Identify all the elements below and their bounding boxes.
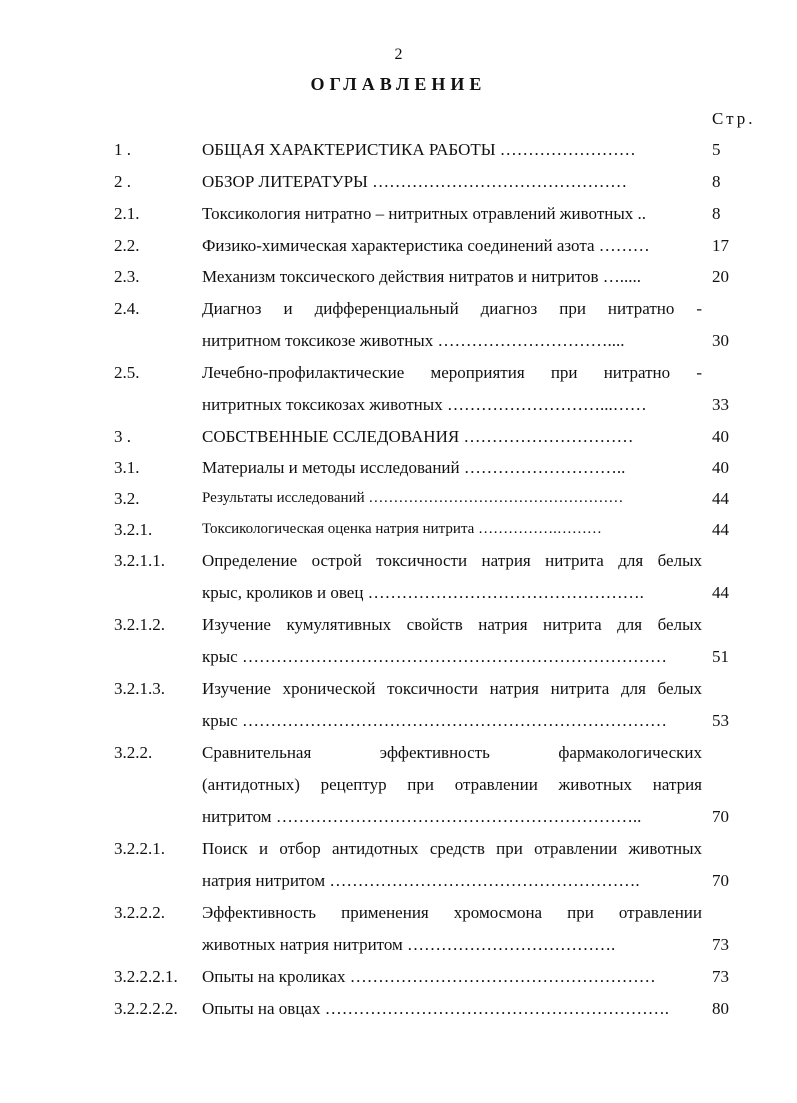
toc-entry-title: Материалы и методы исследований ……………………….. (202, 458, 626, 477)
page-column-label: Стр. (712, 109, 756, 128)
toc-entry-page: 5 (712, 140, 721, 159)
toc-entry (0, 897, 797, 961)
page-number: 2 (394, 46, 403, 63)
toc-entry-number: 2.5. (114, 363, 140, 382)
toc-entry (0, 293, 797, 357)
toc-entry-number: 3 . (114, 427, 131, 446)
toc-entry-number: 3.2.2.2. (114, 903, 165, 922)
toc-entry-title: Изучение кумулятивных свойств натрия нитрита для белых (202, 615, 702, 634)
table-of-contents (0, 134, 797, 1025)
toc-entry-page: 20 (712, 267, 729, 286)
toc-entry-title: крыс ………………………………………………………………… (202, 711, 667, 730)
toc-entry-number: 2.2. (114, 236, 140, 255)
toc-entry-title: Опыты на кроликах ……………………………………………… (202, 967, 656, 986)
toc-entry-title: ОБЩАЯ ХАРАКТЕРИСТИКА РАБОТЫ …………………… (202, 140, 636, 159)
toc-entry (0, 134, 797, 166)
toc-entry (0, 483, 797, 514)
toc-entry-title: Изучение хронической токсичности натрия нитрита для белых (202, 679, 702, 698)
toc-entry-page: 8 (712, 172, 721, 191)
toc-entry (0, 452, 797, 483)
toc-entry-page: 40 (712, 427, 729, 446)
toc-entry-title: Определение острой токсичности натрия нитрита для белых (202, 551, 702, 570)
toc-entry-page: 44 (712, 583, 729, 602)
toc-entry-title: крыс ………………………………………………………………… (202, 647, 667, 666)
toc-entry-title: животных натрия нитритом ………………………………. (202, 935, 616, 954)
toc-entry-page: 40 (712, 458, 729, 477)
toc-entry-number: 3.2.2.1. (114, 839, 165, 858)
toc-entry-title: Поиск и отбор антидотных средств при отравлении животных (202, 839, 702, 858)
toc-entry-number: 3.2.1. (114, 520, 153, 539)
toc-entry-page: 17 (712, 236, 729, 255)
toc-entry (0, 166, 797, 198)
toc-entry (0, 737, 797, 833)
toc-entry-number: 3.2.2.2.2. (114, 999, 178, 1018)
toc-entry-title: Лечебно-профилактические мероприятия при нитратно - (202, 363, 702, 382)
toc-entry-number: 2.3. (114, 267, 140, 286)
toc-entry-title: нитритном токсикозе животных ………………………….... (202, 331, 625, 350)
toc-entry (0, 961, 797, 993)
toc-entry-title: нитритных токсикозах животных ………………………...…… (202, 395, 647, 414)
toc-entry-page: 70 (712, 807, 729, 826)
toc-entry-title: Эффективность применения хромосмона при отравлении (202, 903, 702, 922)
toc-entry-page: 44 (712, 489, 729, 508)
toc-entry-number: 1 . (114, 140, 131, 159)
toc-entry-title: Физико-химическая характеристика соединений азота ……… (202, 236, 650, 255)
toc-entry-number: 2 . (114, 172, 131, 191)
toc-entry-number: 2.1. (114, 204, 140, 223)
toc-entry-page: 53 (712, 711, 729, 730)
toc-entry-title: (антидотных) рецептур при отравлении животных натрия (202, 775, 702, 794)
toc-entry-title: ОБЗОР ЛИТЕРАТУРЫ ……………………………………… (202, 172, 628, 191)
toc-entry (0, 673, 797, 737)
toc-entry-page: 44 (712, 520, 729, 539)
toc-entry-title: Результаты исследований …………………………………………… (202, 490, 624, 506)
toc-entry-title: СОБСТВЕННЫЕ ССЛЕДОВАНИЯ ………………………… (202, 427, 634, 446)
toc-entry (0, 198, 797, 230)
toc-entry-page: 73 (712, 967, 729, 986)
toc-entry-page: 80 (712, 999, 729, 1018)
toc-entry (0, 261, 797, 293)
toc-entry-title: Токсикология нитратно – нитритных отравлений животных .. (202, 204, 647, 223)
toc-entry (0, 833, 797, 897)
toc-entry (0, 993, 797, 1025)
toc-entry-title: Диагноз и дифференциальный диагноз при нитратно - (202, 299, 702, 318)
toc-entry (0, 230, 797, 261)
toc-entry-number: 3.2.2.2.1. (114, 967, 178, 986)
toc-entry-number: 3.2.1.2. (114, 615, 165, 634)
toc-entry-number: 3.2.2. (114, 743, 153, 762)
toc-entry-page: 30 (712, 331, 729, 350)
toc-entry-number: 3.2. (114, 489, 140, 508)
toc-entry-title: натрия нитритом ………………………………………………. (202, 871, 640, 890)
toc-entry-title: Опыты на овцах ……………………………………………………. (202, 999, 669, 1018)
toc-entry (0, 609, 797, 673)
toc-entry-page: 8 (712, 204, 721, 223)
page-title: ОГЛАВЛЕНИЕ (310, 74, 487, 94)
toc-entry-title: нитритом ……………………………………………………….. (202, 807, 642, 826)
toc-entry-title: Механизм токсического действия нитратов и нитритов …..... (202, 267, 642, 286)
toc-entry-title: крыс, кроликов и овец …………………………………………. (202, 583, 644, 602)
toc-entry-title: Сравнительная эффективность фармакологических (202, 743, 702, 762)
toc-entry-page: 73 (712, 935, 729, 954)
toc-entry (0, 421, 797, 452)
toc-entry-page: 70 (712, 871, 729, 890)
toc-entry-title: Токсикологическая оценка натрия нитрита …………….……… (202, 521, 602, 537)
toc-entry-number: 3.2.1.3. (114, 679, 165, 698)
toc-entry-number: 3.2.1.1. (114, 551, 165, 570)
toc-entry-number: 3.1. (114, 458, 140, 477)
toc-entry (0, 514, 797, 545)
toc-entry-page: 51 (712, 647, 729, 666)
toc-entry (0, 357, 797, 421)
toc-entry-number: 2.4. (114, 299, 140, 318)
toc-entry (0, 545, 797, 609)
toc-entry-page: 33 (712, 395, 729, 414)
